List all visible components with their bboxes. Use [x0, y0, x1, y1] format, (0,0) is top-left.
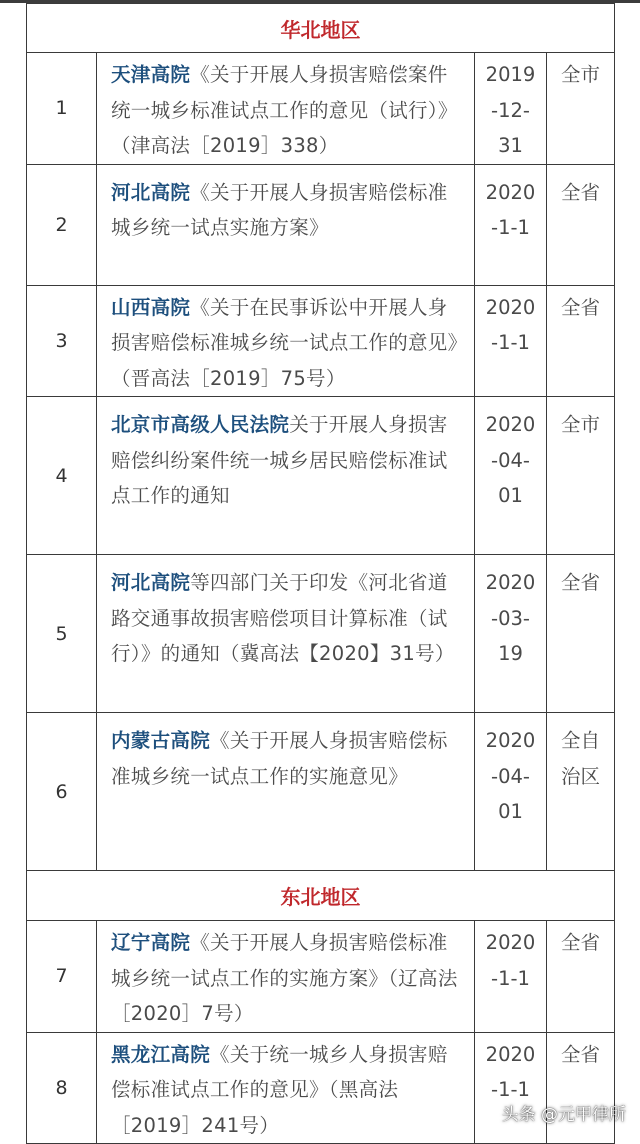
effective-date: 2020-1-1 [475, 1032, 547, 1144]
effective-date: 2020-1-1 [475, 164, 547, 285]
watermark: 头条 @元甲律所 [501, 1105, 626, 1125]
region-header-row [27, 4, 615, 53]
table-row [27, 713, 615, 871]
court-name: 辽宁高院 [111, 931, 191, 954]
row-number: 8 [27, 1032, 97, 1144]
document-title [97, 555, 475, 713]
document-text: 《关于开展人身损害赔偿标准城乡统一试点工作的实施意见》 [111, 729, 448, 788]
effective-date: 2020-1-1 [475, 921, 547, 1033]
document-text: 《关于统一城乡人身损害赔偿标准试点工作的意见》（黑高法［2019］241号） [111, 1042, 448, 1137]
applicable-scope: 全省 [547, 285, 615, 397]
court-name: 河北高院 [111, 571, 191, 594]
applicable-scope: 全省 [547, 164, 615, 285]
document-title [97, 1032, 475, 1144]
row-number: 3 [27, 285, 97, 397]
effective-date: 2020-04-01 [475, 713, 547, 871]
court-name: 河北高院 [111, 180, 191, 204]
effective-date: 2020-1-1 [475, 285, 547, 397]
document-title [97, 53, 475, 165]
effective-date: 2020-03-19 [475, 555, 547, 713]
table-row [27, 164, 615, 285]
document-text: 《关于开展人身损害赔偿标准城乡统一试点实施方案》 [111, 180, 448, 239]
row-number: 4 [27, 397, 97, 555]
applicable-scope: 全市 [547, 53, 615, 165]
document-text: 等四部门关于印发《河北省道路交通事故损害赔偿项目计算标准（试行）》的通知（冀高法【2020】31号） [111, 571, 455, 665]
document-title [97, 921, 475, 1033]
document-text: 《关于在民事诉讼中开展人身损害赔偿标准城乡统一试点工作的意见》（晋高法［2019］75号） [111, 295, 458, 390]
applicable-scope: 全市 [547, 397, 615, 555]
effective-date: 2019-12-31 [475, 53, 547, 165]
table-row [27, 53, 615, 165]
court-name: 黑龙江高院 [111, 1042, 211, 1066]
document-title [97, 164, 475, 285]
court-pilot-table [26, 3, 615, 1144]
applicable-scope: 全自治区 [547, 713, 615, 871]
document-text: 关于开展人身损害赔偿纠纷案件统一城乡居民赔偿标准试点工作的通知 [111, 413, 448, 507]
document-text: 《关于开展人身损害赔偿案件统一城乡标准试点工作的意见（试行）》（津高法［2019］338） [111, 63, 458, 157]
row-number: 1 [27, 53, 97, 165]
table-row [27, 285, 615, 397]
table-row [27, 397, 615, 555]
table-row [27, 555, 615, 713]
row-number: 7 [27, 921, 97, 1033]
applicable-scope: 全省 [547, 921, 615, 1033]
document-text: 《关于开展人身损害赔偿标准城乡统一试点工作的实施方案》（辽高法［2020］7号） [111, 931, 458, 1025]
table-row [27, 921, 615, 1033]
region-title: 华北地区 [27, 4, 615, 53]
region-header-row [27, 871, 615, 921]
effective-date: 2020-04-01 [475, 397, 547, 555]
court-name: 内蒙古高院 [111, 729, 211, 752]
court-name: 山西高院 [111, 295, 191, 319]
document-title [97, 285, 475, 397]
court-name: 北京市高级人民法院 [111, 413, 290, 436]
row-number: 5 [27, 555, 97, 713]
applicable-scope: 全省 [547, 1032, 615, 1144]
applicable-scope: 全省 [547, 555, 615, 713]
document-title [97, 397, 475, 555]
table-row [27, 1032, 615, 1144]
row-number: 6 [27, 713, 97, 871]
document-title [97, 713, 475, 871]
row-number: 2 [27, 164, 97, 285]
region-title: 东北地区 [27, 871, 615, 921]
court-name: 天津高院 [111, 63, 191, 86]
